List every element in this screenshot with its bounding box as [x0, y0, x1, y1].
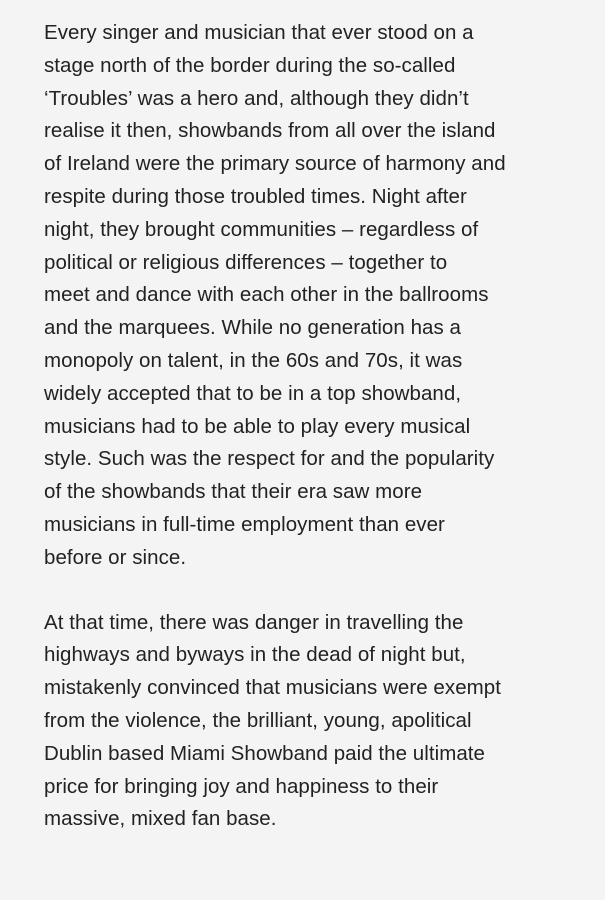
text-line: political or religious differences – together to: [44, 250, 448, 274]
text-line: of the showbands that their era saw more: [44, 480, 423, 504]
text-line: highways and byways in the dead of night but,: [44, 643, 466, 667]
text-line: ‘Troubles’ was a hero and, although they didn’t: [44, 86, 469, 110]
text-line: respite during those troubled times. Night after: [44, 184, 467, 208]
text-line: price for bringing joy and happiness to their: [44, 774, 439, 798]
text-line: of Ireland were the primary source of harmony and: [44, 152, 506, 176]
text-line: night, they brought communities – regardless of: [44, 217, 479, 241]
text-line: from the violence, the brilliant, young, apolitical: [44, 708, 472, 732]
text-line: Dublin based Miami Showband paid the ultimate: [44, 741, 485, 765]
text-line: At that time, there was danger in travelling the: [44, 610, 464, 634]
text-line: mistakenly convinced that musicians were exempt: [44, 676, 501, 700]
text-line: Every singer and musician that ever stood on a: [44, 21, 474, 44]
paragraph-1: [44, 17, 587, 575]
text-line: monopoly on talent, in the 60s and 70s, it was: [44, 348, 463, 372]
paragraph-2: [44, 607, 587, 837]
text-line: meet and dance with each other in the ballrooms: [44, 283, 489, 307]
text-line: realise it then, showbands from all over the island: [44, 119, 496, 143]
text-line: musicians in full-time employment than ever: [44, 512, 445, 536]
text-line: stage north of the border during the so-called: [44, 53, 456, 77]
text-line: before or since.: [44, 545, 187, 569]
text-line: widely accepted that to be in a top showband,: [44, 381, 462, 405]
text-line: style. Such was the respect for and the popularity: [44, 447, 495, 471]
text-line: musicians had to be able to play every musical: [44, 414, 471, 438]
text-line: and the marquees. While no generation has a: [44, 316, 461, 340]
text-line: massive, mixed fan base.: [44, 807, 277, 831]
